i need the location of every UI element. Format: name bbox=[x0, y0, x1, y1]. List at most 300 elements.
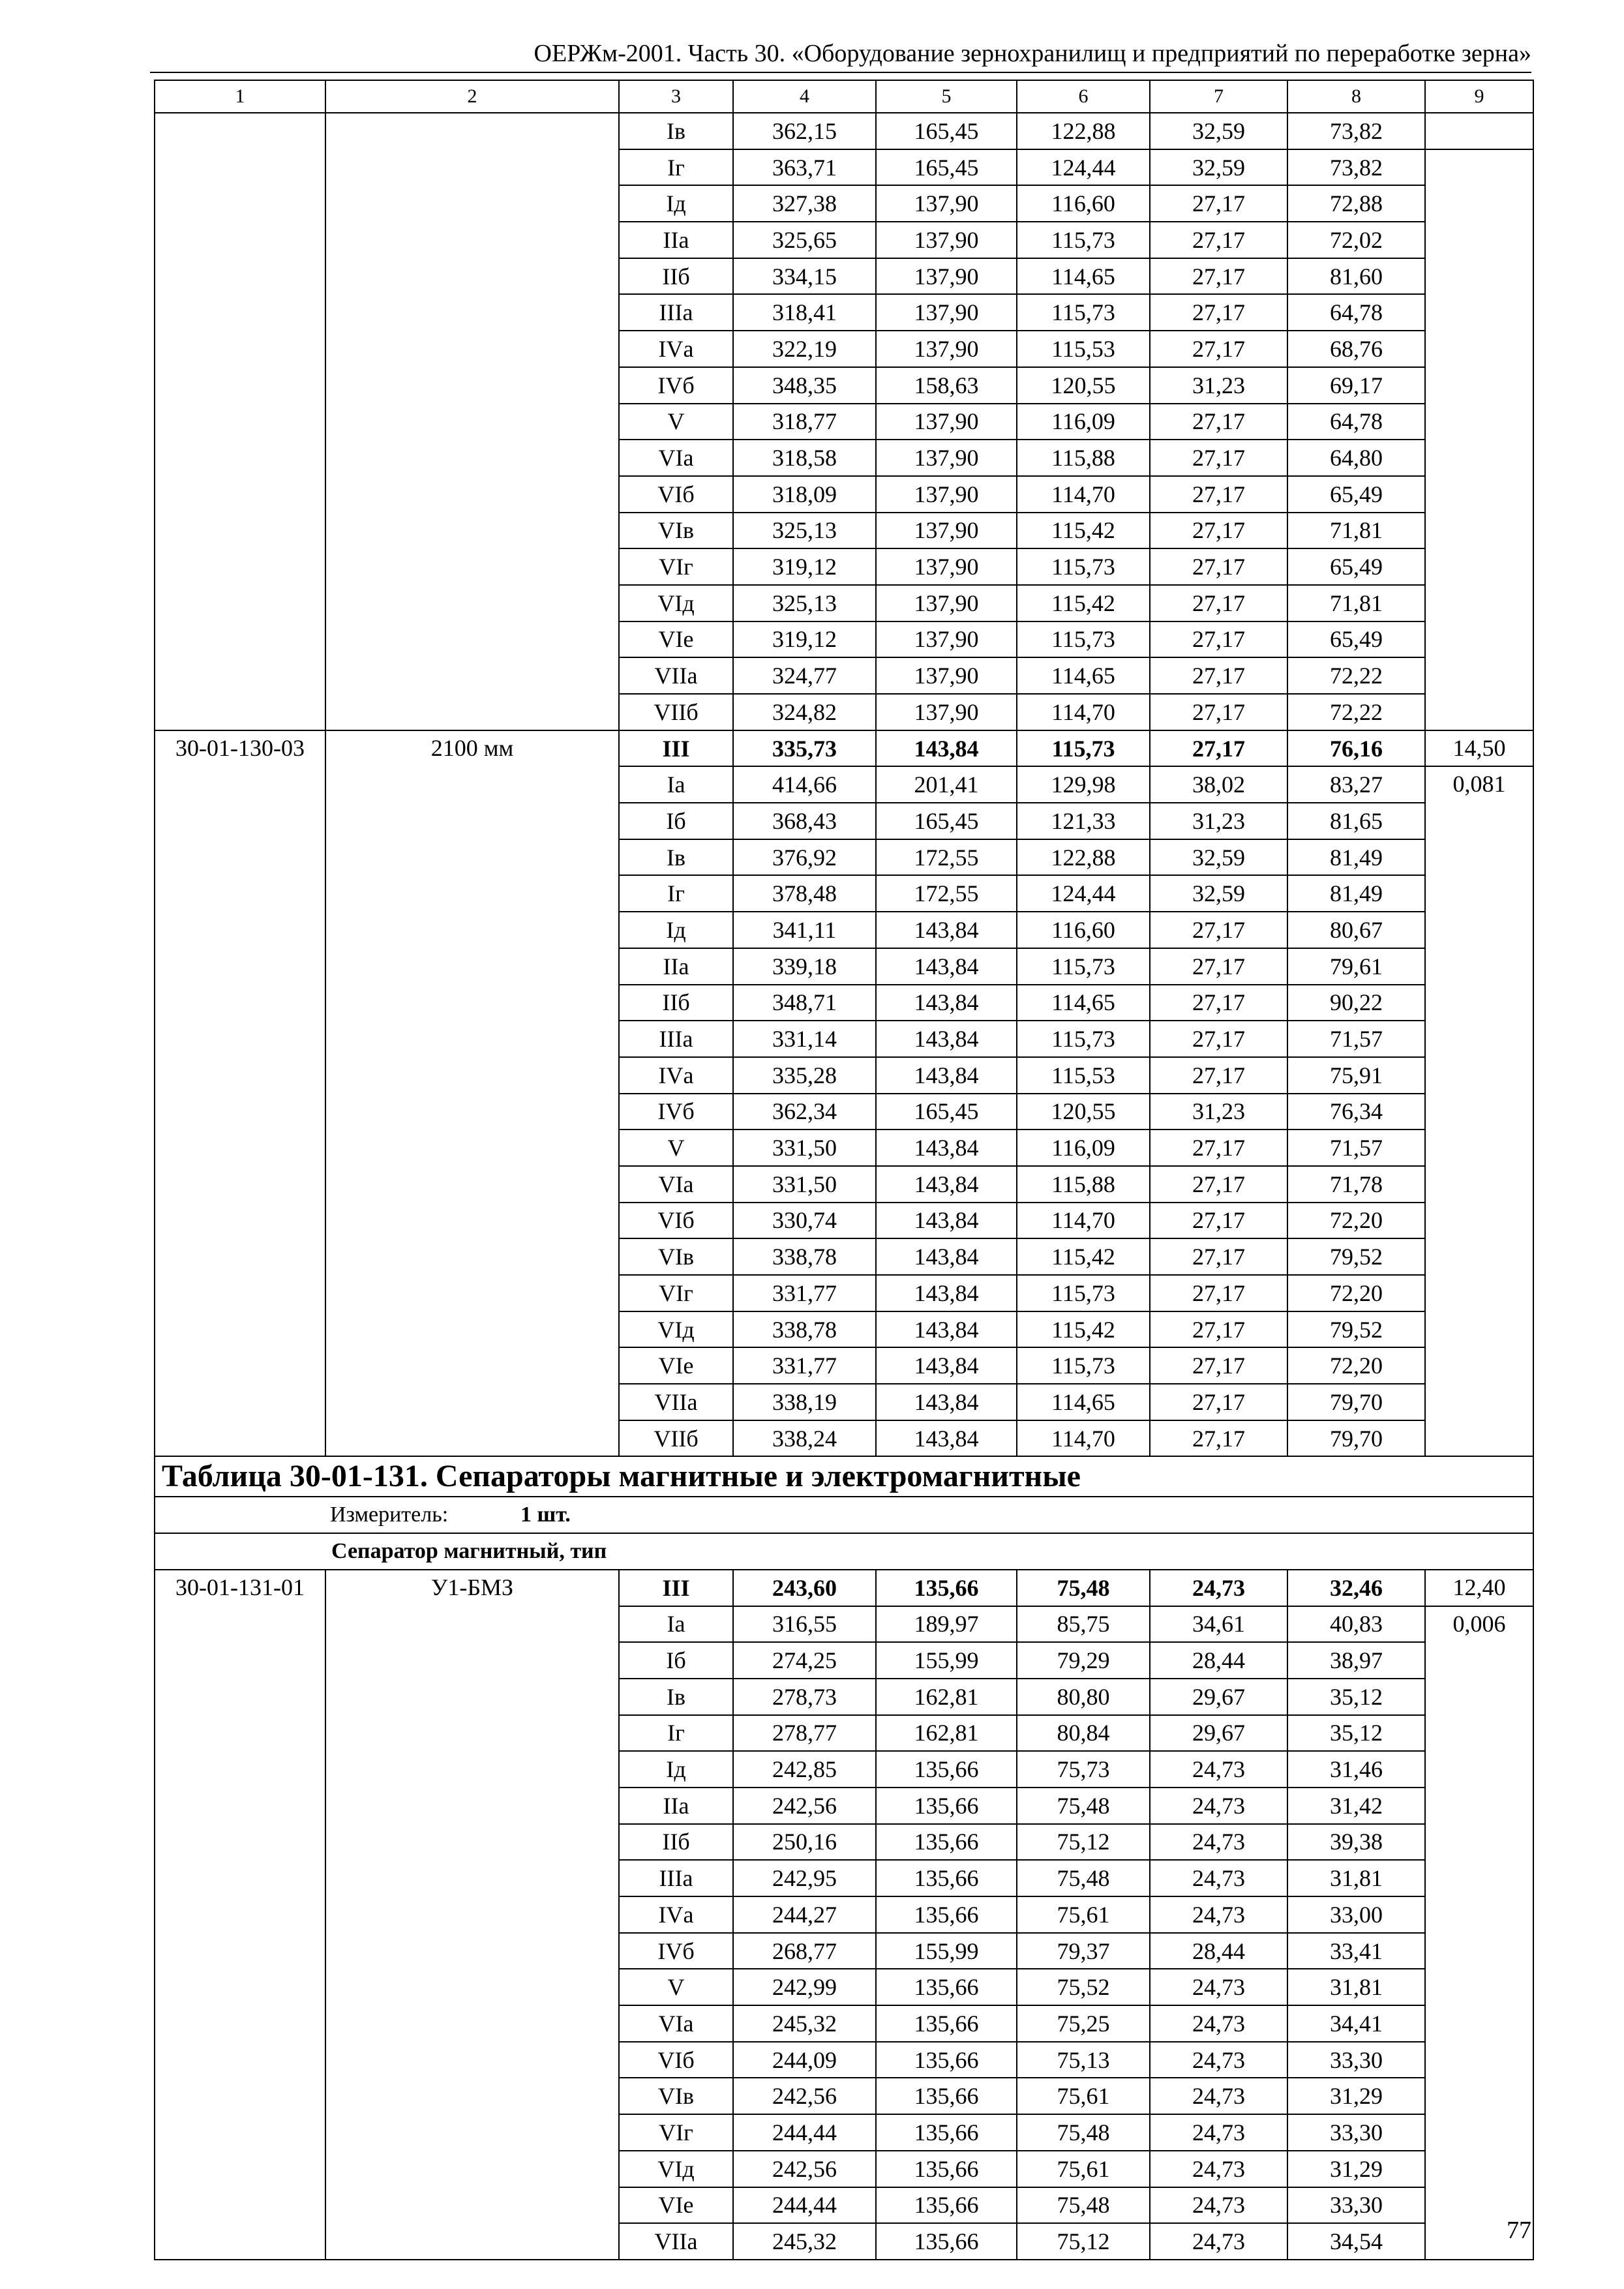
value-cell: 72,02 bbox=[1287, 222, 1425, 258]
value-cell: 115,42 bbox=[1017, 585, 1150, 621]
value-cell: 72,22 bbox=[1287, 657, 1425, 694]
value-cell: 65,49 bbox=[1287, 476, 1425, 513]
value-cell: 115,53 bbox=[1017, 331, 1150, 367]
column-number-cell: 5 bbox=[876, 80, 1017, 113]
column-number-row bbox=[155, 80, 1533, 113]
value-cell: 135,66 bbox=[876, 1824, 1017, 1861]
value-cell: 90,22 bbox=[1287, 985, 1425, 1021]
value-cell: 155,99 bbox=[876, 1642, 1017, 1679]
region-cell: Iг bbox=[619, 1715, 733, 1752]
value-cell: 114,65 bbox=[1017, 657, 1150, 694]
value-cell: 114,70 bbox=[1017, 694, 1150, 730]
value-cell: 325,13 bbox=[733, 513, 876, 549]
column-number-cell: 7 bbox=[1150, 80, 1287, 113]
value-cell: 143,84 bbox=[876, 912, 1017, 948]
region-cell: Iв bbox=[619, 1679, 733, 1715]
value-cell: 341,11 bbox=[733, 912, 876, 948]
value-cell: 75,52 bbox=[1017, 1969, 1150, 2005]
value-cell: 278,77 bbox=[733, 1715, 876, 1752]
value-cell: 24,73 bbox=[1150, 2114, 1287, 2151]
value-cell: 24,73 bbox=[1150, 2187, 1287, 2224]
value-cell: 268,77 bbox=[733, 1933, 876, 1969]
value-cell: 27,17 bbox=[1150, 985, 1287, 1021]
region-cell: IIIа bbox=[619, 294, 733, 331]
region-cell: Iд bbox=[619, 912, 733, 948]
value-cell: 27,17 bbox=[1150, 440, 1287, 476]
value-cell: 338,19 bbox=[733, 1384, 876, 1420]
value-cell: 27,17 bbox=[1150, 621, 1287, 658]
value-cell: 242,56 bbox=[733, 1788, 876, 1824]
running-header: ОЕРЖм-2001. Часть 30. «Оборудование зернохранилищ и предприятий по переработке зерна» bbox=[534, 40, 1531, 67]
value-cell: 414,66 bbox=[733, 766, 876, 803]
value-cell: 124,44 bbox=[1017, 149, 1150, 186]
region-cell: VIв bbox=[619, 513, 733, 549]
value-cell: 75,48 bbox=[1017, 1860, 1150, 1896]
region-cell: IIIа bbox=[619, 1021, 733, 1057]
value-cell: 35,12 bbox=[1287, 1679, 1425, 1715]
region-cell: IVб bbox=[619, 367, 733, 404]
value-cell: 81,49 bbox=[1287, 839, 1425, 876]
value-cell: 71,81 bbox=[1287, 585, 1425, 621]
value-cell: 27,17 bbox=[1150, 331, 1287, 367]
value-cell: 81,65 bbox=[1287, 803, 1425, 839]
value-cell: 27,17 bbox=[1150, 694, 1287, 730]
region-cell: IVа bbox=[619, 331, 733, 367]
section-heading: Сепаратор магнитный, тип bbox=[155, 1533, 1533, 1570]
value-cell: 324,77 bbox=[733, 657, 876, 694]
value-cell: 116,09 bbox=[1017, 404, 1150, 440]
value-cell: 24,73 bbox=[1150, 2151, 1287, 2187]
value-cell: 29,67 bbox=[1150, 1715, 1287, 1752]
meter-row bbox=[155, 1497, 1533, 1533]
table-title-row bbox=[155, 1456, 1533, 1497]
value-cell: 244,44 bbox=[733, 2114, 876, 2151]
value-cell: 319,12 bbox=[733, 621, 876, 658]
value-cell: 115,73 bbox=[1017, 222, 1150, 258]
value-cell: 143,84 bbox=[876, 985, 1017, 1021]
value-cell: 27,17 bbox=[1150, 730, 1287, 767]
value-cell: 331,77 bbox=[733, 1275, 876, 1311]
value-cell: 250,16 bbox=[733, 1824, 876, 1861]
value-cell: 325,65 bbox=[733, 222, 876, 258]
value-cell: 116,09 bbox=[1017, 1130, 1150, 1166]
value-cell: 75,13 bbox=[1017, 2042, 1150, 2078]
value-cell: 75,25 bbox=[1017, 2005, 1150, 2042]
region-cell: Iа bbox=[619, 1606, 733, 1643]
value-cell: 27,17 bbox=[1150, 912, 1287, 948]
value-cell: 242,95 bbox=[733, 1860, 876, 1896]
value-cell: 75,61 bbox=[1017, 2078, 1150, 2114]
value-cell: 115,53 bbox=[1017, 1057, 1150, 1094]
table-row bbox=[155, 730, 1533, 767]
value-cell: 114,65 bbox=[1017, 258, 1150, 295]
region-cell: III bbox=[619, 1570, 733, 1606]
value-cell: 114,70 bbox=[1017, 1420, 1150, 1457]
value-cell: 242,85 bbox=[733, 1751, 876, 1788]
value-cell: 76,16 bbox=[1287, 730, 1425, 767]
value-cell: 338,78 bbox=[733, 1238, 876, 1275]
value-cell: 242,56 bbox=[733, 2078, 876, 2114]
value-cell: 79,29 bbox=[1017, 1642, 1150, 1679]
value-cell: 362,34 bbox=[733, 1094, 876, 1130]
region-cell: VIе bbox=[619, 1347, 733, 1384]
value-cell: 27,17 bbox=[1150, 513, 1287, 549]
value-cell: 244,44 bbox=[733, 2187, 876, 2224]
value-cell: 135,66 bbox=[876, 1788, 1017, 1824]
value-cell: 348,71 bbox=[733, 985, 876, 1021]
value-cell: 27,17 bbox=[1150, 1057, 1287, 1094]
value-cell: 75,12 bbox=[1017, 2223, 1150, 2260]
value-cell: 143,84 bbox=[876, 1311, 1017, 1348]
value-cell: 27,17 bbox=[1150, 585, 1287, 621]
value-cell: 116,60 bbox=[1017, 912, 1150, 948]
value-cell: 27,17 bbox=[1150, 1275, 1287, 1311]
value-cell: 327,38 bbox=[733, 185, 876, 222]
value-cell: 27,17 bbox=[1150, 948, 1287, 985]
column-number-cell: 2 bbox=[325, 80, 619, 113]
region-cell: VIIа bbox=[619, 1384, 733, 1420]
code-cell bbox=[155, 113, 325, 730]
value-cell: 69,17 bbox=[1287, 367, 1425, 404]
value-cell: 115,42 bbox=[1017, 1238, 1150, 1275]
region-cell: IIа bbox=[619, 222, 733, 258]
value-cell: 318,09 bbox=[733, 476, 876, 513]
region-cell: IVб bbox=[619, 1933, 733, 1969]
region-cell: Iб bbox=[619, 803, 733, 839]
value-cell: 76,34 bbox=[1287, 1094, 1425, 1130]
value-cell: 135,66 bbox=[876, 1570, 1017, 1606]
value-cell: 143,84 bbox=[876, 730, 1017, 767]
region-cell: IIб bbox=[619, 985, 733, 1021]
value-cell: 115,73 bbox=[1017, 621, 1150, 658]
region-cell: IIа bbox=[619, 1788, 733, 1824]
value-cell: 31,23 bbox=[1150, 1094, 1287, 1130]
value-cell: 31,81 bbox=[1287, 1969, 1425, 2005]
name-cell: 2100 мм bbox=[325, 730, 619, 1457]
value-cell: 124,44 bbox=[1017, 875, 1150, 912]
value-cell: 75,12 bbox=[1017, 1824, 1150, 1861]
value-cell: 79,37 bbox=[1017, 1933, 1150, 1969]
region-cell: Iд bbox=[619, 1751, 733, 1788]
value-cell: 143,84 bbox=[876, 1347, 1017, 1384]
value-cell: 115,73 bbox=[1017, 948, 1150, 985]
value-cell: 143,84 bbox=[876, 1057, 1017, 1094]
region-cell: V bbox=[619, 1130, 733, 1166]
value-cell: 75,73 bbox=[1017, 1751, 1150, 1788]
value-cell: 33,30 bbox=[1287, 2042, 1425, 2078]
value-cell: 322,19 bbox=[733, 331, 876, 367]
value-cell: 135,66 bbox=[876, 2187, 1017, 2224]
value-cell: 162,81 bbox=[876, 1679, 1017, 1715]
value-cell: 29,67 bbox=[1150, 1679, 1287, 1715]
value-cell: 143,84 bbox=[876, 1203, 1017, 1239]
value-cell: 27,17 bbox=[1150, 185, 1287, 222]
value-cell: 244,09 bbox=[733, 2042, 876, 2078]
value-cell: 115,73 bbox=[1017, 730, 1150, 767]
value-cell: 143,84 bbox=[876, 1166, 1017, 1203]
value-cell: 33,30 bbox=[1287, 2187, 1425, 2224]
value-cell: 137,90 bbox=[876, 258, 1017, 295]
value-cell: 31,46 bbox=[1287, 1751, 1425, 1788]
value-cell: 79,70 bbox=[1287, 1384, 1425, 1420]
column-number-cell: 3 bbox=[619, 80, 733, 113]
value-cell: 318,58 bbox=[733, 440, 876, 476]
value-cell: 324,82 bbox=[733, 694, 876, 730]
value-cell: 115,73 bbox=[1017, 1347, 1150, 1384]
value-cell: 325,13 bbox=[733, 585, 876, 621]
value-cell: 338,24 bbox=[733, 1420, 876, 1457]
value-cell: 27,17 bbox=[1150, 258, 1287, 295]
code-cell: 30-01-130-03 bbox=[155, 730, 325, 1457]
value-cell: 137,90 bbox=[876, 294, 1017, 331]
region-cell: Iа bbox=[619, 766, 733, 803]
value-cell: 165,45 bbox=[876, 113, 1017, 149]
region-cell: IVа bbox=[619, 1896, 733, 1933]
name-cell bbox=[325, 113, 619, 730]
value-cell: 137,90 bbox=[876, 185, 1017, 222]
value-cell: 75,48 bbox=[1017, 1788, 1150, 1824]
region-cell: VIб bbox=[619, 1203, 733, 1239]
col9-cell: 0,081 bbox=[1425, 766, 1533, 1456]
region-cell: Iб bbox=[619, 1642, 733, 1679]
value-cell: 27,17 bbox=[1150, 404, 1287, 440]
value-cell: 362,15 bbox=[733, 113, 876, 149]
value-cell: 80,67 bbox=[1287, 912, 1425, 948]
value-cell: 137,90 bbox=[876, 331, 1017, 367]
value-cell: 71,78 bbox=[1287, 1166, 1425, 1203]
meter-label: Измеритель: bbox=[330, 1503, 449, 1527]
value-cell: 32,59 bbox=[1150, 149, 1287, 186]
region-cell: VIIб bbox=[619, 1420, 733, 1457]
region-cell: VIг bbox=[619, 1275, 733, 1311]
region-cell: IIб bbox=[619, 258, 733, 295]
value-cell: 114,65 bbox=[1017, 1384, 1150, 1420]
value-cell: 71,81 bbox=[1287, 513, 1425, 549]
value-cell: 27,17 bbox=[1150, 657, 1287, 694]
value-cell: 121,33 bbox=[1017, 803, 1150, 839]
value-cell: 27,17 bbox=[1150, 294, 1287, 331]
value-cell: 115,73 bbox=[1017, 1275, 1150, 1311]
value-cell: 72,20 bbox=[1287, 1203, 1425, 1239]
region-cell: IIб bbox=[619, 1824, 733, 1861]
col9-cell: 14,50 bbox=[1425, 730, 1533, 767]
value-cell: 79,61 bbox=[1287, 948, 1425, 985]
value-cell: 278,73 bbox=[733, 1679, 876, 1715]
value-cell: 38,97 bbox=[1287, 1642, 1425, 1679]
value-cell: 115,88 bbox=[1017, 1166, 1150, 1203]
value-cell: 80,80 bbox=[1017, 1679, 1150, 1715]
value-cell: 316,55 bbox=[733, 1606, 876, 1643]
value-cell: 135,66 bbox=[876, 1860, 1017, 1896]
value-cell: 24,73 bbox=[1150, 1860, 1287, 1896]
value-cell: 71,57 bbox=[1287, 1130, 1425, 1166]
col9-cell: 0,006 bbox=[1425, 1606, 1533, 2260]
region-cell: VIIа bbox=[619, 2223, 733, 2260]
value-cell: 114,70 bbox=[1017, 1203, 1150, 1239]
value-cell: 64,78 bbox=[1287, 294, 1425, 331]
region-cell: Iг bbox=[619, 875, 733, 912]
region-cell: IVб bbox=[619, 1094, 733, 1130]
value-cell: 122,88 bbox=[1017, 839, 1150, 876]
value-cell: 143,84 bbox=[876, 1021, 1017, 1057]
value-cell: 135,66 bbox=[876, 2005, 1017, 2042]
value-cell: 72,20 bbox=[1287, 1347, 1425, 1384]
value-cell: 24,73 bbox=[1150, 2223, 1287, 2260]
value-cell: 27,17 bbox=[1150, 1347, 1287, 1384]
rates-table bbox=[154, 80, 1534, 2260]
region-cell: VIв bbox=[619, 1238, 733, 1275]
value-cell: 27,17 bbox=[1150, 1384, 1287, 1420]
region-cell: IVа bbox=[619, 1057, 733, 1094]
value-cell: 31,42 bbox=[1287, 1788, 1425, 1824]
value-cell: 27,17 bbox=[1150, 1130, 1287, 1166]
region-cell: VIа bbox=[619, 440, 733, 476]
region-cell: VIIа bbox=[619, 657, 733, 694]
value-cell: 72,22 bbox=[1287, 694, 1425, 730]
value-cell: 115,88 bbox=[1017, 440, 1150, 476]
value-cell: 28,44 bbox=[1150, 1933, 1287, 1969]
value-cell: 137,90 bbox=[876, 404, 1017, 440]
value-cell: 24,73 bbox=[1150, 1969, 1287, 2005]
value-cell: 27,17 bbox=[1150, 1021, 1287, 1057]
value-cell: 243,60 bbox=[733, 1570, 876, 1606]
value-cell: 31,29 bbox=[1287, 2078, 1425, 2114]
region-cell: VIд bbox=[619, 1311, 733, 1348]
region-cell: Iг bbox=[619, 149, 733, 186]
value-cell: 120,55 bbox=[1017, 1094, 1150, 1130]
value-cell: 143,84 bbox=[876, 1238, 1017, 1275]
meter-cell bbox=[155, 1497, 1533, 1533]
value-cell: 24,73 bbox=[1150, 2078, 1287, 2114]
value-cell: 24,73 bbox=[1150, 1751, 1287, 1788]
region-cell: VIе bbox=[619, 621, 733, 658]
value-cell: 165,45 bbox=[876, 803, 1017, 839]
value-cell: 32,59 bbox=[1150, 113, 1287, 149]
value-cell: 75,91 bbox=[1287, 1057, 1425, 1094]
region-cell: VIд bbox=[619, 2151, 733, 2187]
value-cell: 143,84 bbox=[876, 1130, 1017, 1166]
value-cell: 378,48 bbox=[733, 875, 876, 912]
table-title: Таблица 30-01-131. Сепараторы магнитные и электромагнитные bbox=[155, 1456, 1533, 1497]
region-cell: Iв bbox=[619, 113, 733, 149]
value-cell: 339,18 bbox=[733, 948, 876, 985]
value-cell: 348,35 bbox=[733, 367, 876, 404]
name-cell: У1-БМЗ bbox=[325, 1570, 619, 2260]
value-cell: 34,61 bbox=[1150, 1606, 1287, 1643]
value-cell: 331,77 bbox=[733, 1347, 876, 1384]
value-cell: 28,44 bbox=[1150, 1642, 1287, 1679]
value-cell: 115,73 bbox=[1017, 294, 1150, 331]
value-cell: 31,23 bbox=[1150, 803, 1287, 839]
column-number-cell: 9 bbox=[1425, 80, 1533, 113]
col9-cell bbox=[1425, 113, 1533, 149]
value-cell: 201,41 bbox=[876, 766, 1017, 803]
value-cell: 135,66 bbox=[876, 2223, 1017, 2260]
value-cell: 135,66 bbox=[876, 2042, 1017, 2078]
value-cell: 129,98 bbox=[1017, 766, 1150, 803]
value-cell: 32,46 bbox=[1287, 1570, 1425, 1606]
value-cell: 39,38 bbox=[1287, 1824, 1425, 1861]
value-cell: 33,41 bbox=[1287, 1933, 1425, 1969]
value-cell: 34,41 bbox=[1287, 2005, 1425, 2042]
value-cell: 331,50 bbox=[733, 1130, 876, 1166]
value-cell: 80,84 bbox=[1017, 1715, 1150, 1752]
value-cell: 114,70 bbox=[1017, 476, 1150, 513]
region-cell: VIб bbox=[619, 476, 733, 513]
value-cell: 244,27 bbox=[733, 1896, 876, 1933]
value-cell: 27,17 bbox=[1150, 1420, 1287, 1457]
column-number-cell: 1 bbox=[155, 80, 325, 113]
value-cell: 143,84 bbox=[876, 1420, 1017, 1457]
region-cell: VIа bbox=[619, 2005, 733, 2042]
value-cell: 376,92 bbox=[733, 839, 876, 876]
value-cell: 135,66 bbox=[876, 1896, 1017, 1933]
value-cell: 65,49 bbox=[1287, 621, 1425, 658]
value-cell: 27,17 bbox=[1150, 1311, 1287, 1348]
value-cell: 81,60 bbox=[1287, 258, 1425, 295]
value-cell: 318,77 bbox=[733, 404, 876, 440]
value-cell: 189,97 bbox=[876, 1606, 1017, 1643]
table-row bbox=[155, 1570, 1533, 1606]
value-cell: 24,73 bbox=[1150, 2042, 1287, 2078]
value-cell: 155,99 bbox=[876, 1933, 1017, 1969]
value-cell: 72,88 bbox=[1287, 185, 1425, 222]
region-cell: III bbox=[619, 730, 733, 767]
value-cell: 71,57 bbox=[1287, 1021, 1425, 1057]
region-cell: VIв bbox=[619, 2078, 733, 2114]
value-cell: 143,84 bbox=[876, 1275, 1017, 1311]
col9-cell bbox=[1425, 149, 1533, 730]
value-cell: 75,61 bbox=[1017, 1896, 1150, 1933]
value-cell: 135,66 bbox=[876, 2151, 1017, 2187]
value-cell: 33,00 bbox=[1287, 1896, 1425, 1933]
header-rule bbox=[150, 72, 1531, 73]
value-cell: 335,73 bbox=[733, 730, 876, 767]
value-cell: 368,43 bbox=[733, 803, 876, 839]
value-cell: 245,32 bbox=[733, 2005, 876, 2042]
value-cell: 135,66 bbox=[876, 2078, 1017, 2114]
value-cell: 135,66 bbox=[876, 1751, 1017, 1788]
value-cell: 334,15 bbox=[733, 258, 876, 295]
value-cell: 24,73 bbox=[1150, 1824, 1287, 1861]
value-cell: 73,82 bbox=[1287, 149, 1425, 186]
value-cell: 165,45 bbox=[876, 1094, 1017, 1130]
value-cell: 137,90 bbox=[876, 222, 1017, 258]
value-cell: 38,02 bbox=[1150, 766, 1287, 803]
value-cell: 137,90 bbox=[876, 548, 1017, 585]
value-cell: 115,42 bbox=[1017, 1311, 1150, 1348]
value-cell: 34,54 bbox=[1287, 2223, 1425, 2260]
value-cell: 114,65 bbox=[1017, 985, 1150, 1021]
value-cell: 115,73 bbox=[1017, 1021, 1150, 1057]
value-cell: 32,59 bbox=[1150, 839, 1287, 876]
table-row bbox=[155, 113, 1533, 149]
region-cell: V bbox=[619, 1969, 733, 2005]
value-cell: 75,48 bbox=[1017, 2114, 1150, 2151]
value-cell: 72,20 bbox=[1287, 1275, 1425, 1311]
region-cell: IIа bbox=[619, 948, 733, 985]
value-cell: 65,49 bbox=[1287, 548, 1425, 585]
value-cell: 75,48 bbox=[1017, 1570, 1150, 1606]
value-cell: 338,78 bbox=[733, 1311, 876, 1348]
value-cell: 75,61 bbox=[1017, 2151, 1150, 2187]
value-cell: 68,76 bbox=[1287, 331, 1425, 367]
region-cell: VIг bbox=[619, 2114, 733, 2151]
value-cell: 122,88 bbox=[1017, 113, 1150, 149]
value-cell: 24,73 bbox=[1150, 1896, 1287, 1933]
value-cell: 137,90 bbox=[876, 440, 1017, 476]
region-cell: V bbox=[619, 404, 733, 440]
